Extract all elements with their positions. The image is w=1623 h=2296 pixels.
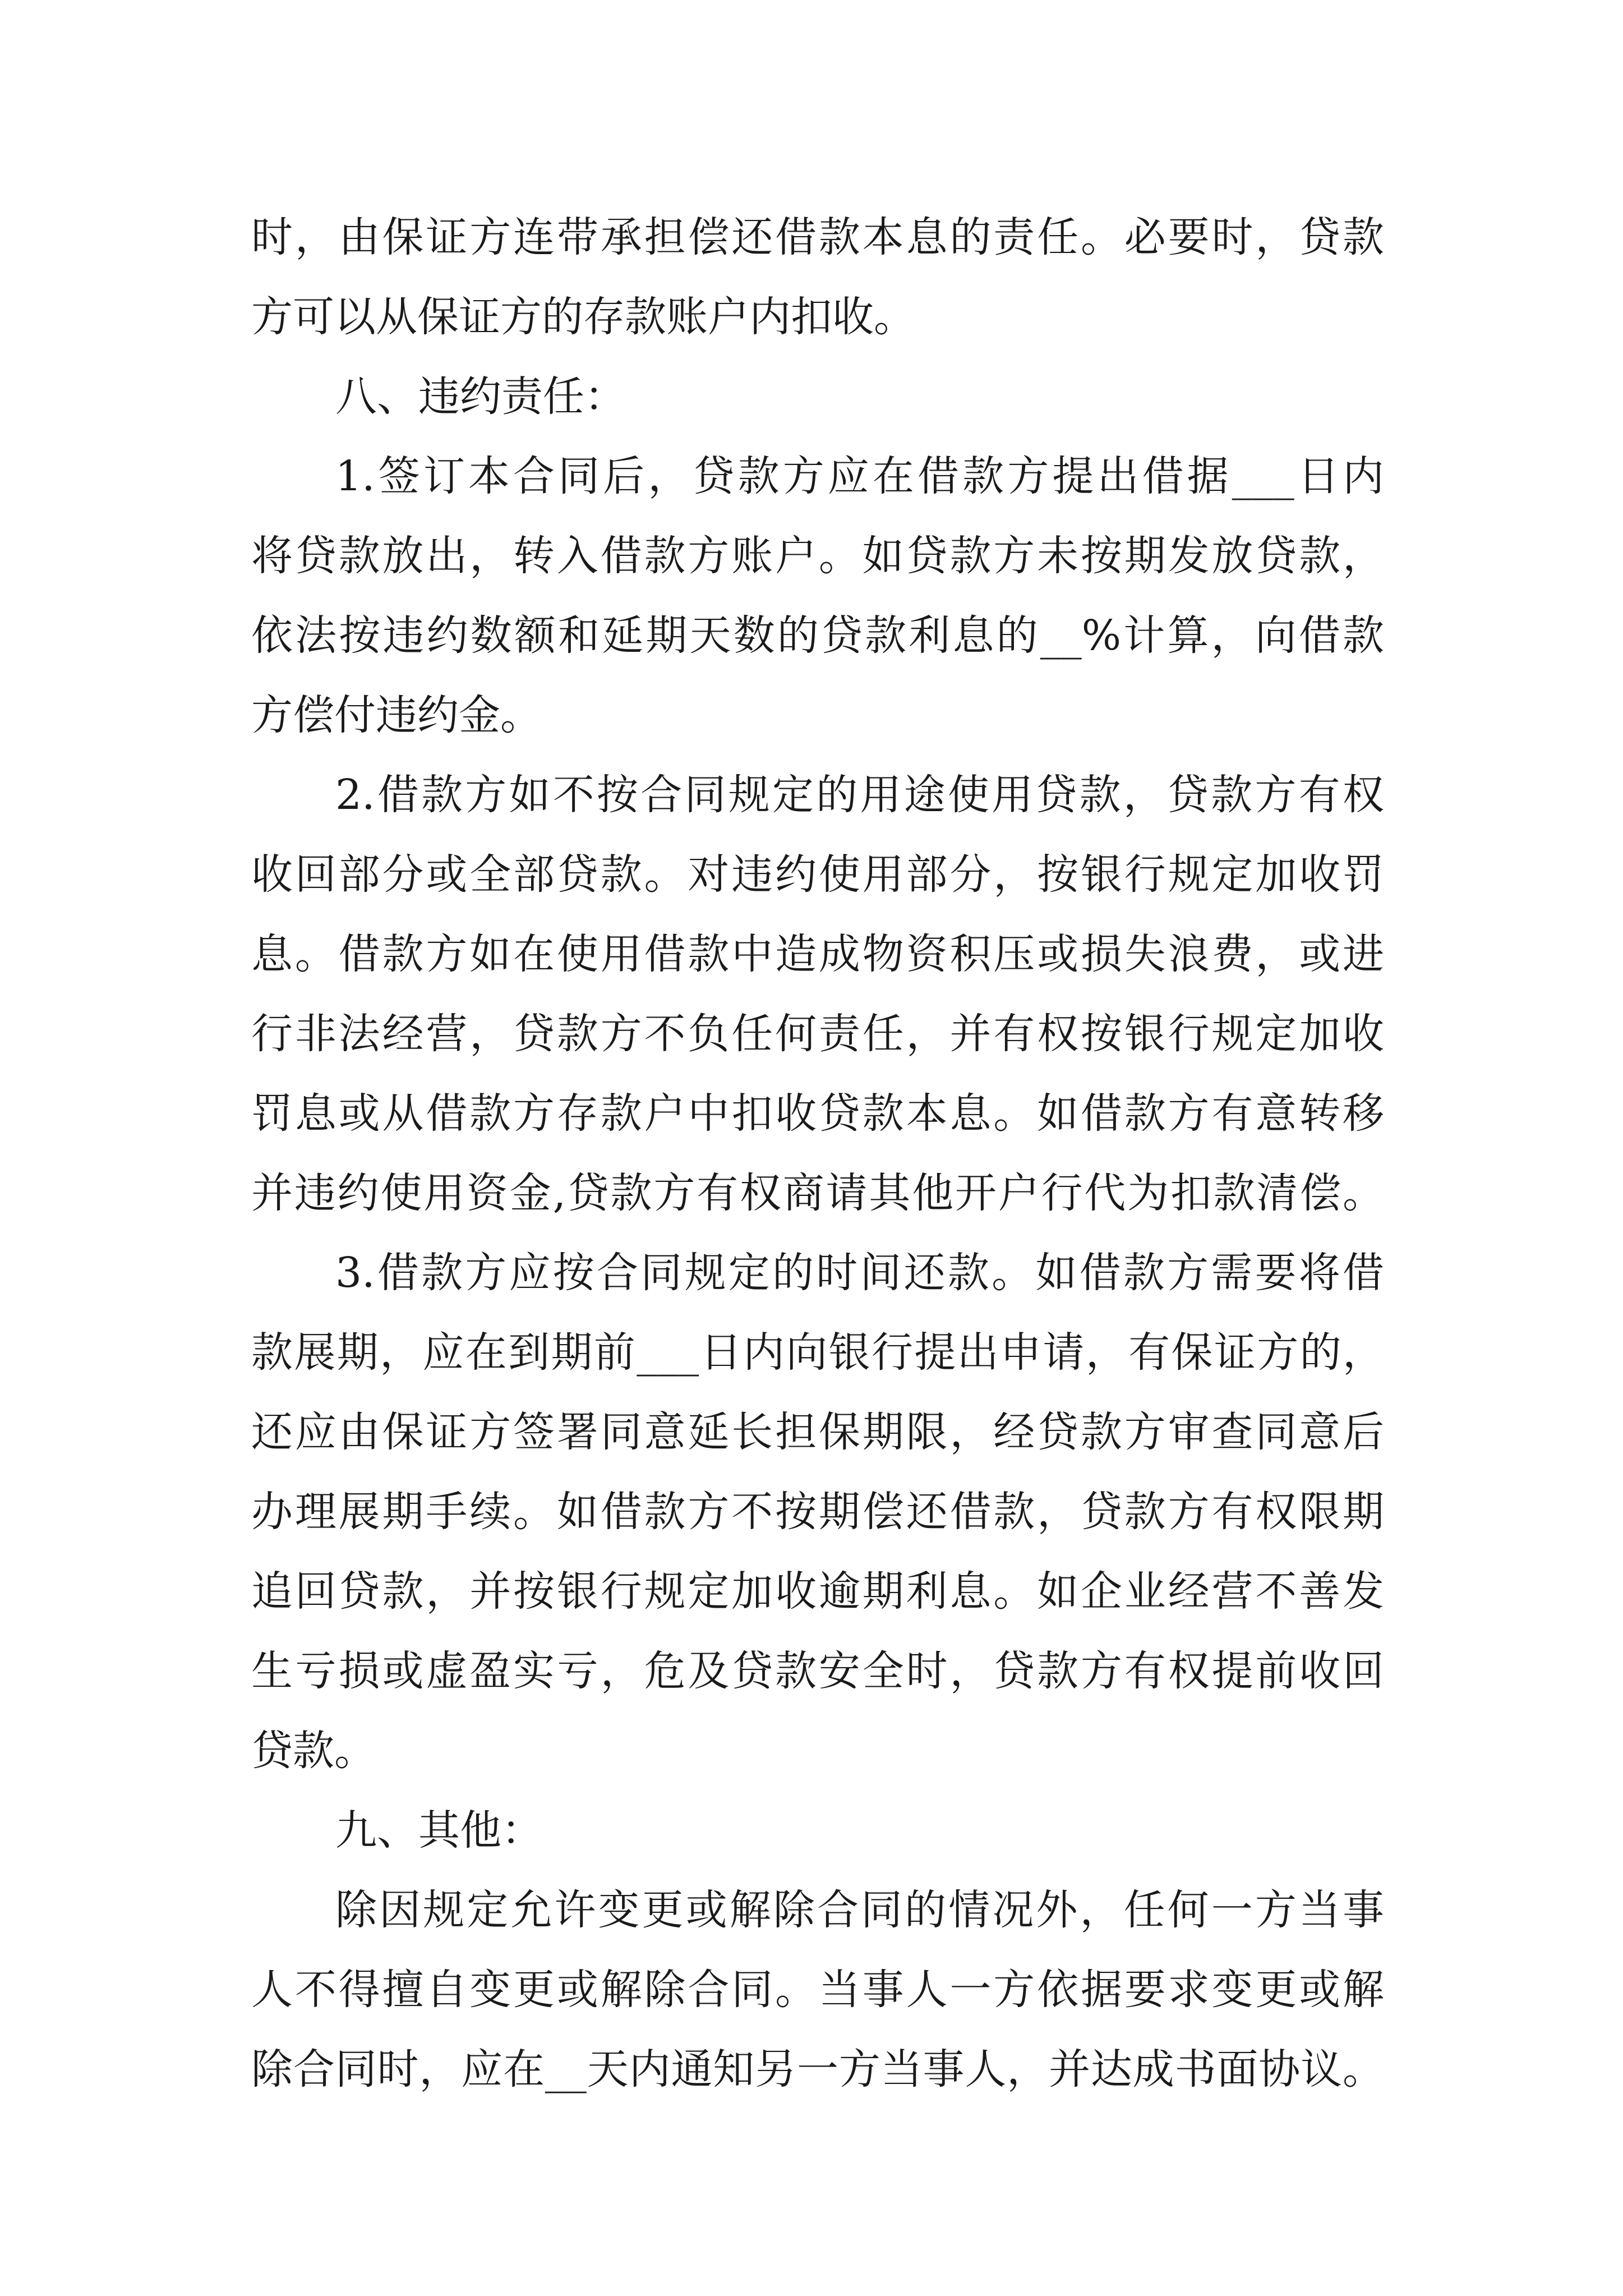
text-line: 追回贷款，并按银行规定加收逾期利息。如企业经营不善发 xyxy=(251,1567,1384,1616)
text-line: 还应由保证方签署同意延长担保期限，经贷款方审查同意后 xyxy=(251,1408,1384,1456)
text-line: 将贷款放出，转入借款方账户。如贷款方未按期发放贷款， xyxy=(251,532,1384,580)
text-line: 3.借款方应按合同规定的时间还款。如借款方需要将借 xyxy=(335,1249,1384,1297)
text-line: 贷款。 xyxy=(251,1727,376,1775)
text-line: 款展期，应在到期前___日内向银行提出申请，有保证方的， xyxy=(251,1328,1384,1377)
section-heading: 八、违约责任： xyxy=(335,372,626,421)
text-line: 依法按违约数额和延期天数的贷款利息的__%计算，向借款 xyxy=(251,611,1384,660)
text-line: 时，由保证方连带承担偿还借款本息的责任。必要时，贷款 xyxy=(251,213,1384,261)
text-line: 息。借款方如在使用借款中造成物资积压或损失浪费，或进 xyxy=(251,930,1384,978)
text-line: 方可以从保证方的存款账户内扣收。 xyxy=(251,293,915,341)
text-line: 办理展期手续。如借款方不按期偿还借款，贷款方有权限期 xyxy=(251,1488,1384,1536)
text-line: 并违约使用资金,贷款方有权商请其他开户行代为扣款清偿。 xyxy=(251,1169,1384,1217)
text-line: 除合同时，应在__天内通知另一方当事人，并达成书面协议。 xyxy=(251,2045,1384,2093)
text-line: 人不得擅自变更或解除合同。当事人一方依据要求变更或解 xyxy=(251,1966,1384,2014)
text-line: 收回部分或全部贷款。对违约使用部分，按银行规定加收罚 xyxy=(251,850,1384,899)
text-line: 生亏损或虚盈实亏，危及贷款安全时，贷款方有权提前收回 xyxy=(251,1647,1384,1695)
text-line: 罚息或从借款方存款户中扣收贷款本息。如借款方有意转移 xyxy=(251,1089,1384,1138)
text-line: 2.借款方如不按合同规定的用途使用贷款，贷款方有权 xyxy=(335,771,1384,819)
document-body xyxy=(251,197,1384,2109)
text-line: 1.签订本合同后，贷款方应在借款方提出借据___日内 xyxy=(335,452,1384,500)
text-line: 方偿付违约金。 xyxy=(251,691,542,739)
text-line: 除因规定允许变更或解除合同的情况外，任何一方当事 xyxy=(335,1886,1384,1934)
section-heading: 九、其他： xyxy=(335,1806,543,1855)
text-line: 行非法经营，贷款方不负任何责任，并有权按银行规定加收 xyxy=(251,1010,1384,1058)
